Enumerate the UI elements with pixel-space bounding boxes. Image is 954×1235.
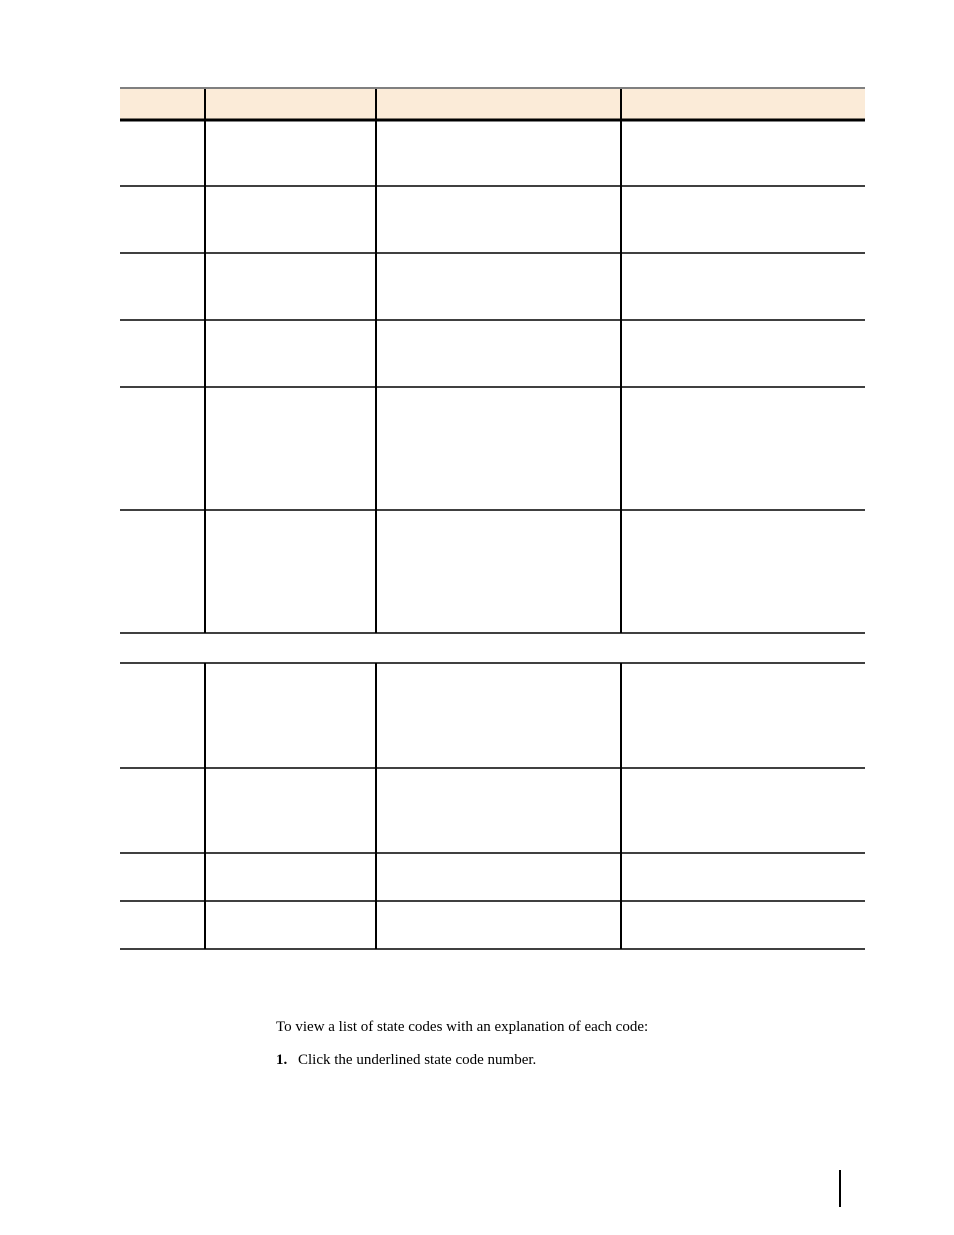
table-header-row — [120, 89, 865, 119]
table-vertical-rules-lower — [205, 663, 621, 949]
change-bar — [839, 1170, 841, 1207]
step-text: Click the underlined state code number. — [298, 1052, 537, 1068]
table-vertical-rules-upper — [205, 89, 621, 633]
instructions-intro: To view a list of state codes with an explanation of each code: — [276, 1019, 649, 1035]
table-horizontal-rules — [120, 88, 865, 949]
step-number: 1. — [276, 1052, 288, 1068]
instruction-step-1 — [276, 1051, 536, 1069]
